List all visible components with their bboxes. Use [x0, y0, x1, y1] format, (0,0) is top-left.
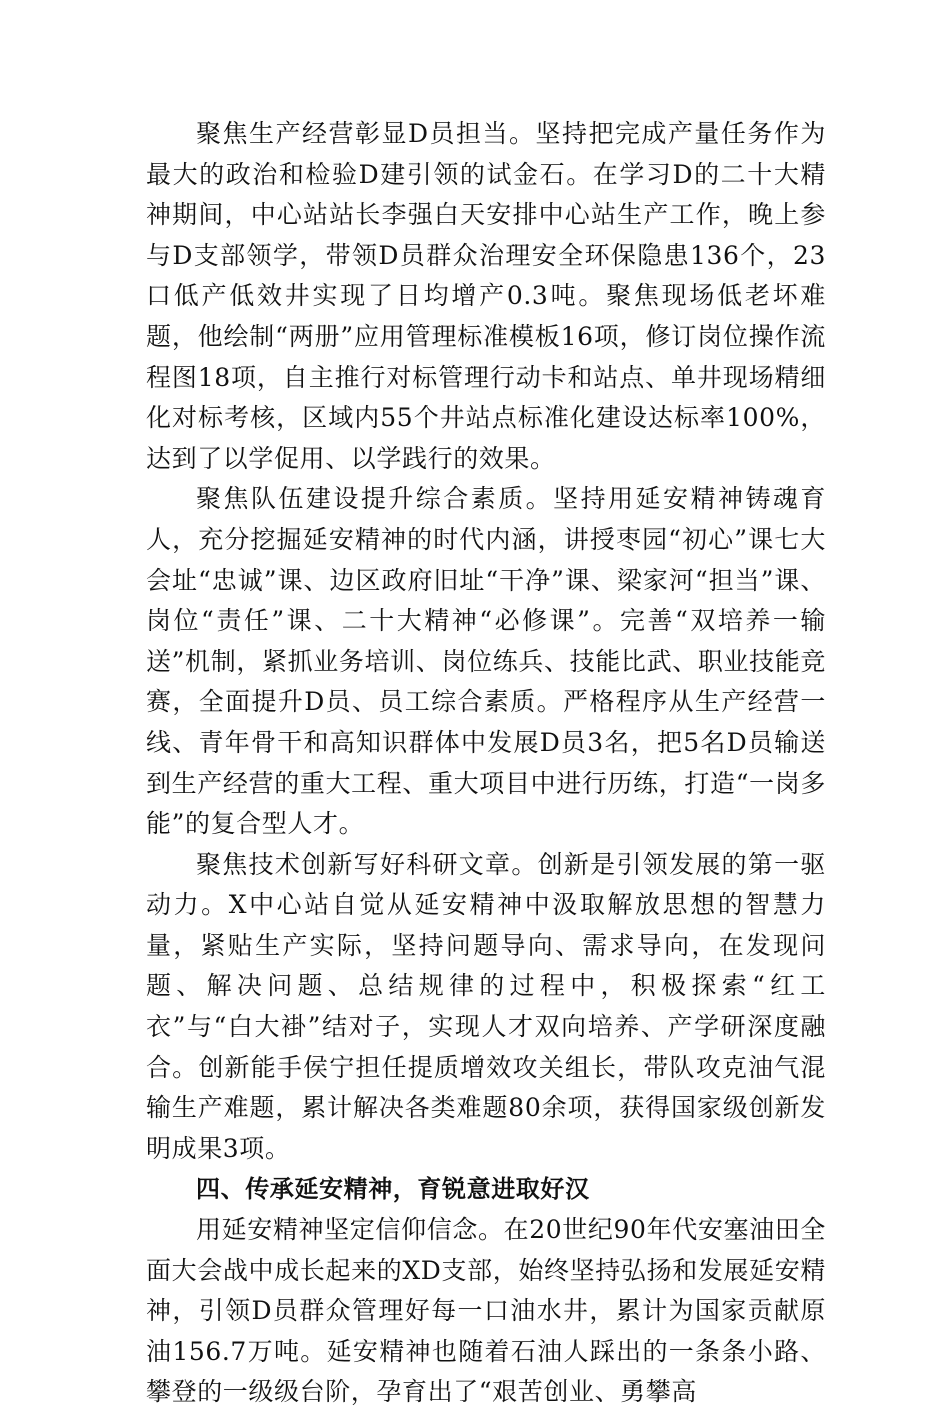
paragraph-faith: 用延安精神坚定信仰信念。在20世纪90年代安塞油田全面大会战中成长起来的XD支部，始终坚持弘扬和发展延安精神，引领D员群众管理好每一口油水井，累计为国家贡献原油156.7万吨。延安精神也随着石油人踩出的一条条小路、攀登的一级级台阶，孕育出了“艰苦创业、勇攀高	[146, 1215, 826, 1407]
section-heading: 四、传承延安精神，育锐意进取好汉	[196, 1175, 590, 1204]
paragraph-production: 聚焦生产经营彰显D员担当。坚持把完成产量任务作为最大的政治和检验D建引领的试金石。在学习D的二十大精神期间，中心站站长李强白天安排中心站生产工作，晚上参与D支部领学，带领D员群众治理安全环保隐患136个，23口低产低效井实现了日均增产0.3吨。聚焦现场低老坏难题，他绘制“两册”应用管理标准模板16项，修订岗位操作流程图18项，自主推行对标管理行动卡和站点、单井现场精细化对标考核，区域内55个井站点标准化建设达标率100%，达到了以学促用、以学践行的效果。	[146, 119, 826, 473]
document-body	[146, 114, 826, 1413]
paragraph-team-building: 聚焦队伍建设提升综合素质。坚持用延安精神铸魂育人，充分挖掘延安精神的时代内涵，讲授枣园“初心”课七大会址“忠诚”课、边区政府旧址“干净”课、梁家河“担当”课、岗位“责任”课、二十大精神“必修课”。完善“双培养一输送”机制，紧抓业务培训、岗位练兵、技能比武、职业技能竞赛，全面提升D员、员工综合素质。严格程序从生产经营一线、青年骨干和高知识群体中发展D员3名，把5名D员输送到生产经营的重大工程、重大项目中进行历练，打造“一岗多能”的复合型人才。	[146, 484, 826, 839]
paragraph-innovation: 聚焦技术创新写好科研文章。创新是引领发展的第一驱动力。X中心站自觉从延安精神中汲取解放思想的智慧力量，紧贴生产实际，坚持问题导向、需求导向，在发现问题、解决问题、总结规律的过程中，积极探索“红工衣”与“白大褂”结对子，实现人才双向培养、产学研深度融合。创新能手侯宁担任提质增效攻关组长，带队攻克油气混输生产难题，累计解决各类难题80余项，获得国家级创新发明成果3项。	[146, 849, 826, 1163]
